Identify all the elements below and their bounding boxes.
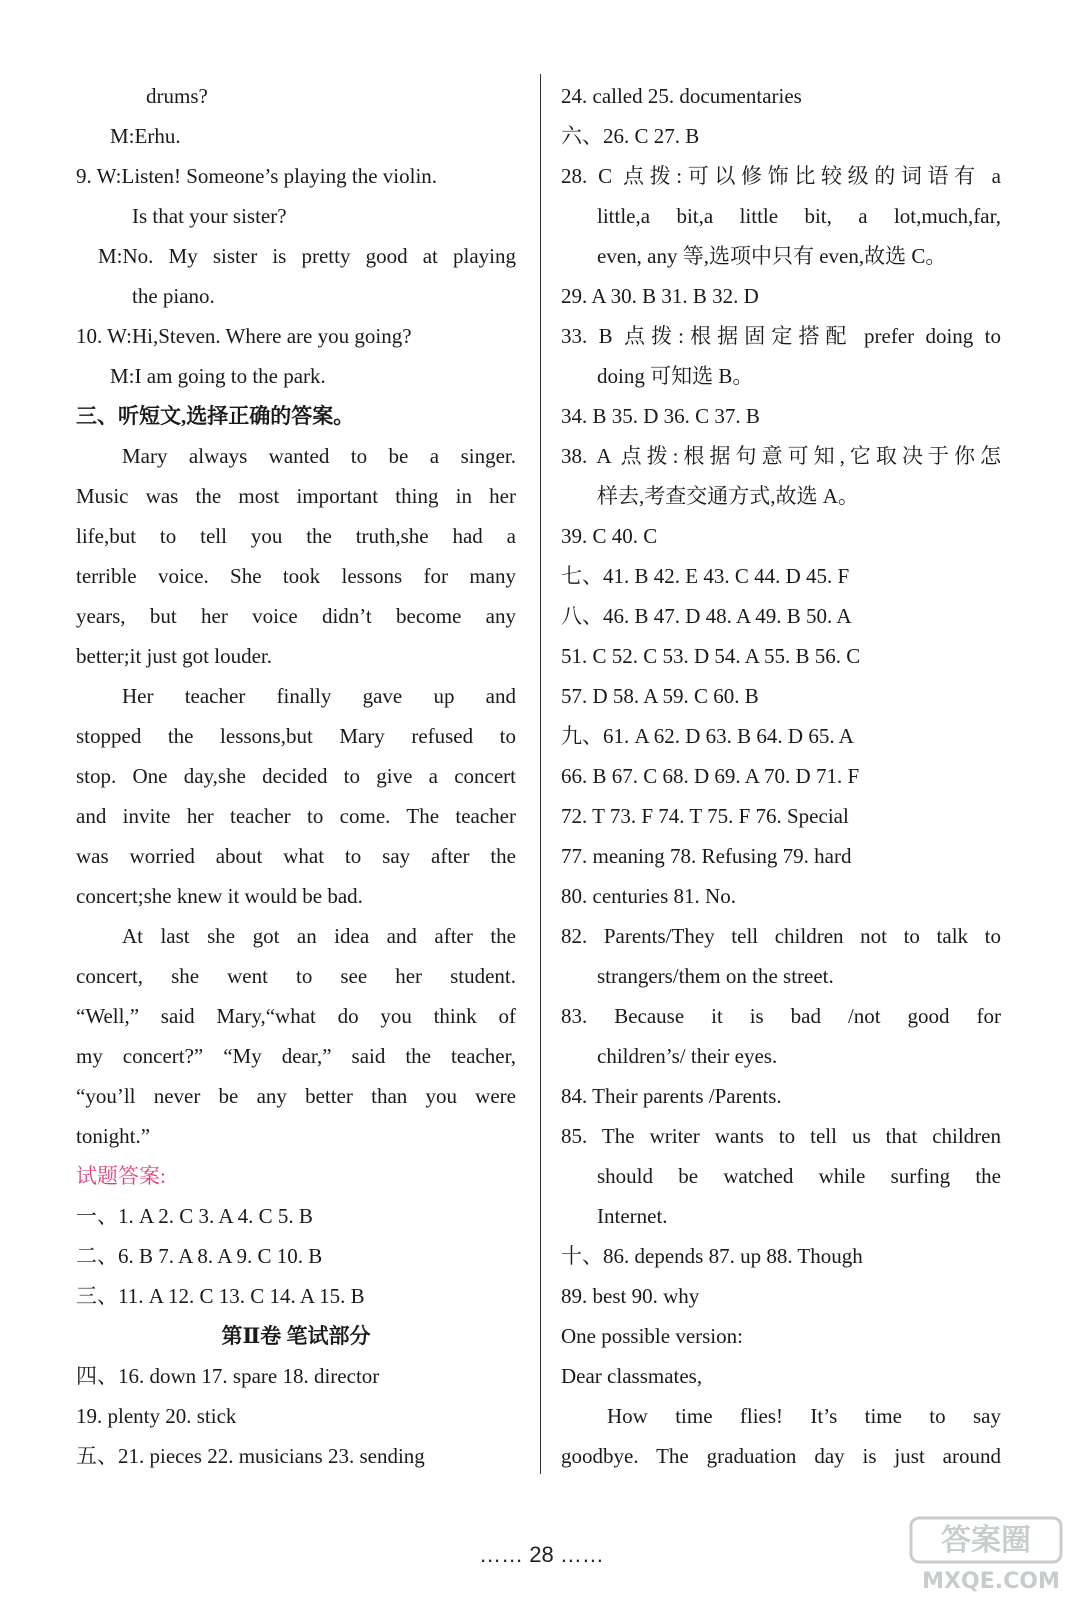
text-line: Mary always wanted to be a singer.	[122, 444, 516, 468]
answer-line: 34. B 35. D 36. C 37. B	[561, 404, 760, 428]
answer-line: 八、46. B 47. D 48. A 49. B 50. A	[561, 604, 852, 628]
answer-line: 72. T 73. F 74. T 75. F 76. Special	[561, 804, 849, 828]
text-line: 9. W:Listen! Someone’s playing the violin.	[76, 164, 438, 188]
answer-line: even, any 等,选项中只有 even,故选 C。	[597, 244, 947, 268]
svg-text:答案圈: 答案圈	[941, 1523, 1031, 1558]
watermark-logo	[871, 1514, 1071, 1594]
answer-line: 二、6. B 7. A 8. A 9. C 10. B	[76, 1244, 323, 1268]
text-line: concert;she knew it would be bad.	[76, 884, 363, 908]
text-line: was worried about what to say after the	[76, 844, 516, 868]
answer-line: doing 可知选 B。	[597, 364, 754, 388]
answer-line: 三、11. A 12. C 13. C 14. A 15. B	[76, 1284, 365, 1308]
text-line: and invite her teacher to come. The teacher	[76, 804, 516, 828]
answer-line: strangers/them on the street.	[597, 964, 834, 988]
answer-line: 九、61. A 62. D 63. B 64. D 65. A	[561, 724, 854, 748]
answer-line: 83. Because it is bad /not good for	[561, 1004, 1001, 1028]
answer-line: 五、21. pieces 22. musicians 23. sending	[76, 1444, 425, 1468]
answer-line: children’s/ their eyes.	[597, 1044, 778, 1068]
text-line: my concert?” “My dear,” said the teacher,	[76, 1044, 516, 1068]
text-line: One possible version:	[561, 1324, 743, 1348]
answer-line: should be watched while surfing the	[597, 1164, 1001, 1188]
right-column	[561, 76, 1001, 1476]
answers-heading: 试题答案:	[76, 1164, 166, 1188]
answer-line: Internet.	[597, 1204, 668, 1228]
text-line: “Well,” said Mary,“what do you think of	[76, 1004, 516, 1028]
text-line: “you’ll never be any better than you were	[76, 1084, 516, 1108]
answer-line: 四、16. down 17. spare 18. director	[76, 1364, 380, 1388]
text-line: concert, she went to see her student.	[76, 964, 516, 988]
text-line: Music was the most important thing in her	[76, 484, 516, 508]
answer-line: 51. C 52. C 53. D 54. A 55. B 56. C	[561, 644, 861, 668]
text-line: tonight.”	[76, 1124, 151, 1148]
text-line: goodbye. The graduation day is just around	[561, 1444, 1001, 1468]
answer-line: 80. centuries 81. No.	[561, 884, 736, 908]
answer-line: 33. B 点拨:根据固定搭配 prefer doing to	[561, 324, 1001, 348]
text-line: 10. W:Hi,Steven. Where are you going?	[76, 324, 412, 348]
answer-line: 29. A 30. B 31. B 32. D	[561, 284, 759, 308]
page-number: …… 28 ……	[479, 1542, 604, 1567]
text-line: drums?	[146, 84, 208, 108]
answer-line: 七、41. B 42. E 43. C 44. D 45. F	[561, 564, 850, 588]
text-line: terrible voice. She took lessons for many	[76, 564, 516, 588]
answer-line: 77. meaning 78. Refusing 79. hard	[561, 844, 852, 868]
text-line: stop. One day,she decided to give a concert	[76, 764, 516, 788]
answer-line: 66. B 67. C 68. D 69. A 70. D 71. F	[561, 764, 860, 788]
answer-line: 89. best 90. why	[561, 1284, 700, 1308]
column-divider	[540, 74, 541, 1474]
text-line: Dear classmates,	[561, 1364, 703, 1388]
text-line: M:I am going to the park.	[110, 364, 326, 388]
text-line: better;it just got louder.	[76, 644, 272, 668]
section-heading: 三、听短文,选择正确的答案。	[76, 404, 355, 428]
answer-line: 24. called 25. documentaries	[561, 84, 802, 108]
text-line: the piano.	[132, 284, 215, 308]
answer-line: 39. C 40. C	[561, 524, 658, 548]
text-line: Her teacher finally gave up and	[122, 684, 516, 708]
answer-line: 一、1. A 2. C 3. A 4. C 5. B	[76, 1204, 313, 1228]
svg-text:MXQE.COM: MXQE.COM	[922, 1569, 1060, 1594]
answer-line: little,a bit,a little bit, a lot,much,far,	[597, 204, 1001, 228]
text-line: years, but her voice didn’t become any	[76, 604, 516, 628]
text-line: Is that your sister?	[132, 204, 287, 228]
answer-line: 57. D 58. A 59. C 60. B	[561, 684, 759, 708]
answer-line: 85. The writer wants to tell us that children	[561, 1124, 1001, 1148]
answer-line: 十、86. depends 87. up 88. Though	[561, 1244, 863, 1268]
text-line: life,but to tell you the truth,she had a	[76, 524, 516, 548]
answer-line: 19. plenty 20. stick	[76, 1404, 237, 1428]
answer-line: 38. A 点拨:根据句意可知,它取决于你怎	[561, 444, 1001, 468]
text-line: M:Erhu.	[110, 124, 181, 148]
answer-line: 样去,考查交通方式,故选 A。	[597, 484, 859, 508]
part-heading: 第Ⅱ卷 笔试部分	[221, 1324, 371, 1348]
answer-line: 84. Their parents /Parents.	[561, 1084, 782, 1108]
text-line: At last she got an idea and after the	[122, 924, 516, 948]
answer-line: 28. C 点拨:可以修饰比较级的词语有 a	[561, 164, 1001, 188]
text-line: M:No. My sister is pretty good at playing	[98, 244, 516, 268]
text-line: How time flies! It’s time to say	[607, 1404, 1001, 1428]
answer-line: 六、26. C 27. B	[561, 124, 700, 148]
left-column	[76, 76, 516, 1476]
text-line: stopped the lessons,but Mary refused to	[76, 724, 516, 748]
answer-line: 82. Parents/They tell children not to talk to	[561, 924, 1001, 948]
